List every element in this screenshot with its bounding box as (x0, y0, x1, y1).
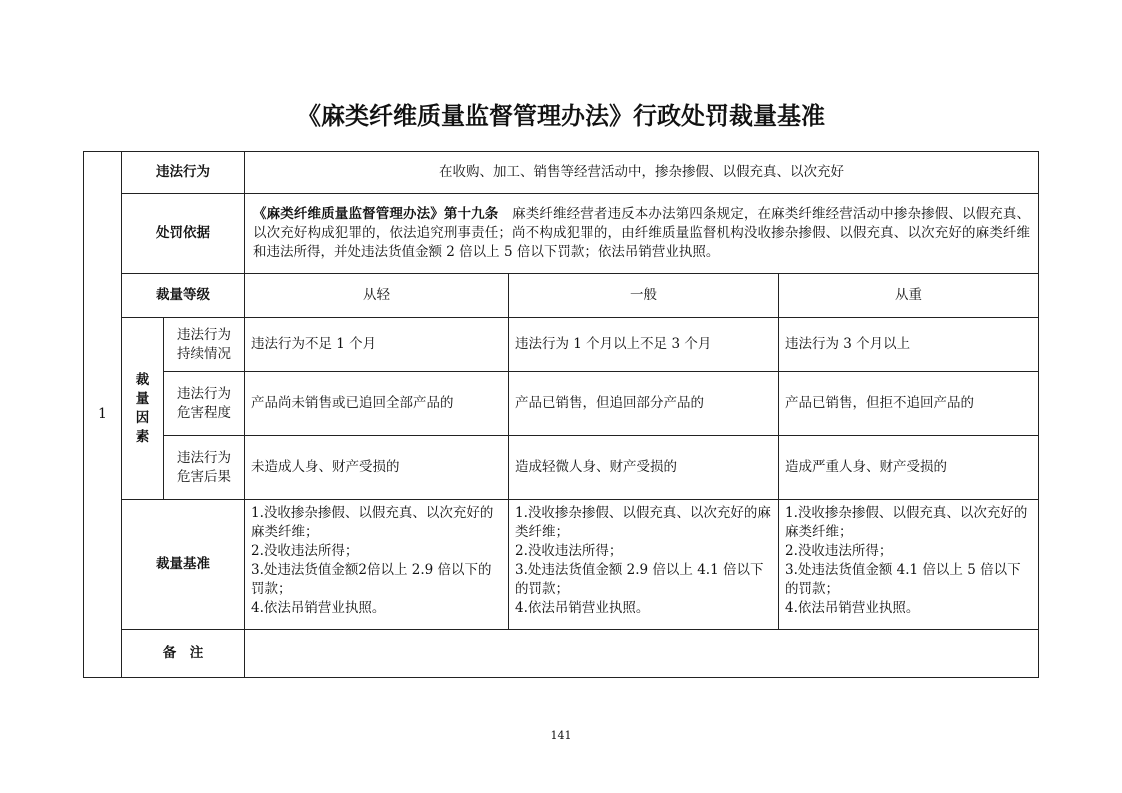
factor-severity-normal: 产品已销售，但追回部分产品的 (509, 372, 779, 436)
factor-name-duration (164, 318, 245, 372)
factor-duration-light: 违法行为不足 1 个月 (245, 318, 509, 372)
standard-line: 1.没收掺杂掺假、以假充真、以次充好的麻类纤维； (515, 505, 771, 540)
basis-label: 处罚依据 (122, 194, 245, 274)
standard-line: 1.没收掺杂掺假、以假充真、以次充好的麻类纤维； (251, 505, 494, 540)
violation-text: 在收购、加工、销售等经营活动中，掺杂掺假、以假充真、以次充好 (245, 152, 1039, 194)
factor-consequence-normal: 造成轻微人身、财产受损的 (509, 436, 779, 500)
factor-name-line: 持续情况 (177, 345, 231, 362)
standard-line: 3.处违法货值金额 2.9 倍以上 4.1 倍以下的罚款； (515, 562, 764, 597)
basis-cell (245, 194, 1039, 274)
levels-label: 裁量等级 (122, 274, 245, 318)
penalty-discretion-table (83, 151, 1039, 678)
level-heavy: 从重 (779, 274, 1039, 318)
factors-group-char: 因 (135, 409, 150, 426)
remarks-label: 备 注 (122, 630, 245, 678)
factor-name-line: 危害后果 (177, 468, 231, 485)
factor-row (84, 318, 1039, 372)
violation-label: 违法行为 (122, 152, 245, 194)
standard-line: 4.依法吊销营业执照。 (515, 600, 650, 616)
page-title: 《麻类纤维质量监督管理办法》行政处罚裁量基准 (297, 101, 825, 130)
factor-severity-light: 产品尚未销售或已追回全部产品的 (245, 372, 509, 436)
factor-row (84, 372, 1039, 436)
basis-law-reference: 《麻类纤维质量监督管理办法》第十九条 (253, 206, 499, 222)
standard-row (84, 500, 1039, 630)
standard-line: 1.没收掺杂掺假、以假充真、以次充好的麻类纤维； (785, 505, 1028, 540)
factors-group-char: 量 (135, 390, 150, 407)
standard-normal (509, 500, 779, 630)
standard-line: 4.依法吊销营业执照。 (785, 600, 920, 616)
factor-duration-heavy: 违法行为 3 个月以上 (779, 318, 1039, 372)
standard-line: 2.没收违法所得； (251, 543, 359, 559)
factor-consequence-heavy: 造成严重人身、财产受损的 (779, 436, 1039, 500)
basis-row (84, 194, 1039, 274)
levels-row (84, 274, 1039, 318)
factors-group-label (122, 318, 164, 500)
standard-light (245, 500, 509, 630)
factor-severity-heavy: 产品已销售，但拒不追回产品的 (779, 372, 1039, 436)
factor-row (84, 436, 1039, 500)
factor-name-severity (164, 372, 245, 436)
basis-text: 麻类纤维经营者违反本办法第四条规定，在麻类纤维经营活动中掺杂掺假、以假充真、以次充好构成犯罪的，依法追究刑事责任；尚不构成犯罪的，由纤维质量监督机构没收掺杂掺假、以假充真、以次充好的麻类纤维和违法所得，并处违法货值金额 2 倍以上 5 倍以下罚款；依法吊销营业执照。 (253, 206, 1031, 260)
standard-line: 3.处违法货值金额2倍以上 2.9 倍以下的罚款； (251, 562, 492, 597)
factor-name-line: 违法行为 (177, 326, 231, 343)
factors-group-char: 素 (135, 428, 150, 445)
standard-line: 4.依法吊销营业执照。 (251, 600, 386, 616)
standard-line: 3.处违法货值金额 4.1 倍以上 5 倍以下的罚款； (785, 562, 1021, 597)
factor-name-consequence (164, 436, 245, 500)
remarks-text (245, 630, 1039, 678)
standard-label: 裁量基准 (122, 500, 245, 630)
level-normal: 一般 (509, 274, 779, 318)
standard-line: 2.没收违法所得； (515, 543, 623, 559)
standard-heavy (779, 500, 1039, 630)
factor-name-line: 违法行为 (177, 385, 231, 402)
violation-row (84, 152, 1039, 194)
row-number: 1 (84, 152, 122, 678)
factor-consequence-light: 未造成人身、财产受损的 (245, 436, 509, 500)
factors-group-char: 裁 (135, 371, 150, 388)
standard-line: 2.没收违法所得； (785, 543, 893, 559)
factor-name-line: 违法行为 (177, 449, 231, 466)
factor-name-line: 危害程度 (177, 404, 231, 421)
page-number: 141 (550, 729, 572, 742)
remarks-row (84, 630, 1039, 678)
factor-duration-normal: 违法行为 1 个月以上不足 3 个月 (509, 318, 779, 372)
level-light: 从轻 (245, 274, 509, 318)
